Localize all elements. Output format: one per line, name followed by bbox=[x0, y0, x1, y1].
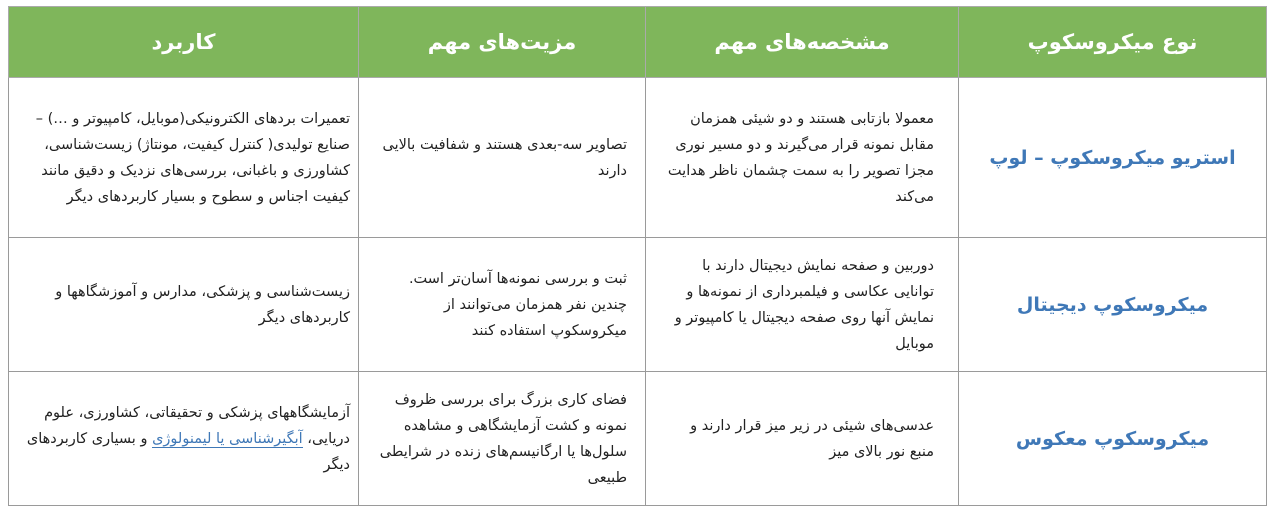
cell-type-digital: میکروسکوپ دیجیتال bbox=[959, 238, 1267, 372]
cell-adv-digital: ثبت و بررسی نمونه‌ها آسان‌تر است. چندین نفر همزمان می‌توانند از میکروسکوپ استفاده کنند bbox=[359, 238, 646, 372]
table-header-row bbox=[9, 7, 1267, 78]
cell-type-inverted: میکروسکوپ معکوس bbox=[959, 372, 1267, 506]
header-applications: کاربرد bbox=[9, 7, 359, 78]
cell-spec-digital: دوربین و صفحه نمایش دیجیتال دارند با توانایی عکاسی و فیلمبرداری از نمونه‌ها و نمایش آنها روی صفحه دیجیتال یا کامپیوتر و موبایل bbox=[646, 238, 959, 372]
table-row bbox=[9, 238, 1267, 372]
header-microscope-type: نوع میکروسکوپ bbox=[959, 7, 1267, 78]
microscope-comparison-table-wrapper bbox=[8, 6, 1266, 506]
use-text-after: و بسیاری کاربردهای دیگر bbox=[26, 430, 350, 473]
limnology-link[interactable]: آبگیرشناسی یا لیمنولوژی bbox=[152, 430, 303, 447]
cell-type-stereo: استریو میکروسکوپ – لوپ bbox=[959, 78, 1267, 238]
microscope-comparison-table bbox=[8, 6, 1267, 506]
cell-spec-inverted: عدسی‌های شیئی در زیر میز قرار دارند و منبع نور بالای میز bbox=[646, 372, 959, 506]
use-text-before: آزمایشگاههای پزشکی و تحقیقاتی، کشاورزی، علوم دریایی، bbox=[44, 404, 350, 447]
cell-use-inverted bbox=[9, 372, 359, 506]
cell-use-stereo: تعمیرات بردهای الکترونیکی(موبایل، کامپیوتر و …) – صنایع تولیدی( کنترل کیفیت، مونتاژ) زیست‌شناسی، کشاورزی و باغبانی، بررسی‌های نزدیک و دقیق مانند کیفیت اجناس و سطوح و بسیار کاربردهای دیگر bbox=[9, 78, 359, 238]
table-row bbox=[9, 372, 1267, 506]
cell-use-digital: زیست‌شناسی و پزشکی، مدارس و آموزشگاهها و کاربردهای دیگر bbox=[9, 238, 359, 372]
header-key-advantages: مزیت‌های مهم bbox=[359, 7, 646, 78]
table-row bbox=[9, 78, 1267, 238]
cell-spec-stereo: معمولا بازتابی هستند و دو شیئی همزمان مقابل نمونه قرار می‌گیرند و دو مسیر نوری مجزا تصویر را به سمت چشمان ناظر هدایت می‌کند bbox=[646, 78, 959, 238]
cell-adv-inverted: فضای کاری بزرگ برای بررسی ظروف نمونه و کشت آزمایشگاهی و مشاهده سلول‌ها یا ارگانیسم‌های زنده در شرایطی طبیعی bbox=[359, 372, 646, 506]
cell-adv-stereo: تصاویر سه-بعدی هستند و شفافیت بالایی دارند bbox=[359, 78, 646, 238]
header-key-specs: مشخصه‌های مهم bbox=[646, 7, 959, 78]
